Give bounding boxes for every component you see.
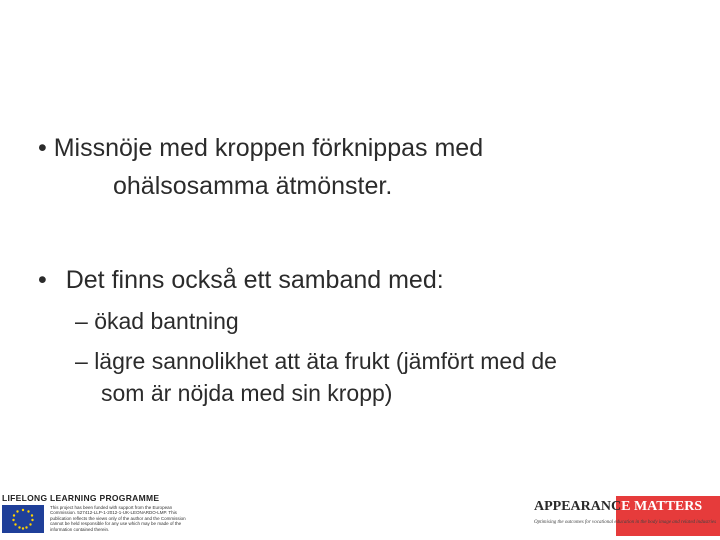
bullet-marker: • <box>38 266 47 294</box>
am-logo-part-2: E MATTERS <box>621 499 703 514</box>
bullet-2-text: Det finns också ett samband med: <box>65 266 444 294</box>
sub-bullet-1-text: ökad bantning <box>94 308 239 334</box>
appearance-matters-tagline: Optimising the outcomes for vocational education in the body image and related industries <box>534 520 717 525</box>
sub-bullet-2-line-1 <box>75 348 557 375</box>
appearance-matters-logo <box>534 499 702 515</box>
dash-marker: – <box>75 348 88 374</box>
bullet-1-text: Missnöje med kroppen förknippas med <box>53 134 484 162</box>
sub-bullet-2-line-2: som är nöjda med sin kropp) <box>101 380 393 406</box>
bullet-marker: • <box>38 134 47 162</box>
bullet-2 <box>38 266 444 295</box>
llp-title: LIFELONG LEARNING PROGRAMME <box>2 493 160 503</box>
bullet-1-line-1 <box>38 134 483 163</box>
am-logo-part-1: APPEARANC <box>534 499 622 514</box>
llp-disclaimer: This project has been funded with support from the European Commission. 527412-LLP-1-2012-1-UK-LEONARDO-LMP. This publication reflects the views only of the author and the Commission cannot be held responsible for any use which may be made of the information contained therein. <box>50 505 186 532</box>
dash-marker: – <box>75 308 88 334</box>
eu-flag-icon <box>2 505 44 533</box>
lifelong-learning-logo <box>0 493 200 540</box>
bullet-1-line-2: ohälsosamma ätmönster. <box>113 172 393 200</box>
sub-bullet-2-text: lägre sannolikhet att äta frukt (jämfört med de <box>94 348 557 374</box>
sub-bullet-1 <box>75 308 239 335</box>
